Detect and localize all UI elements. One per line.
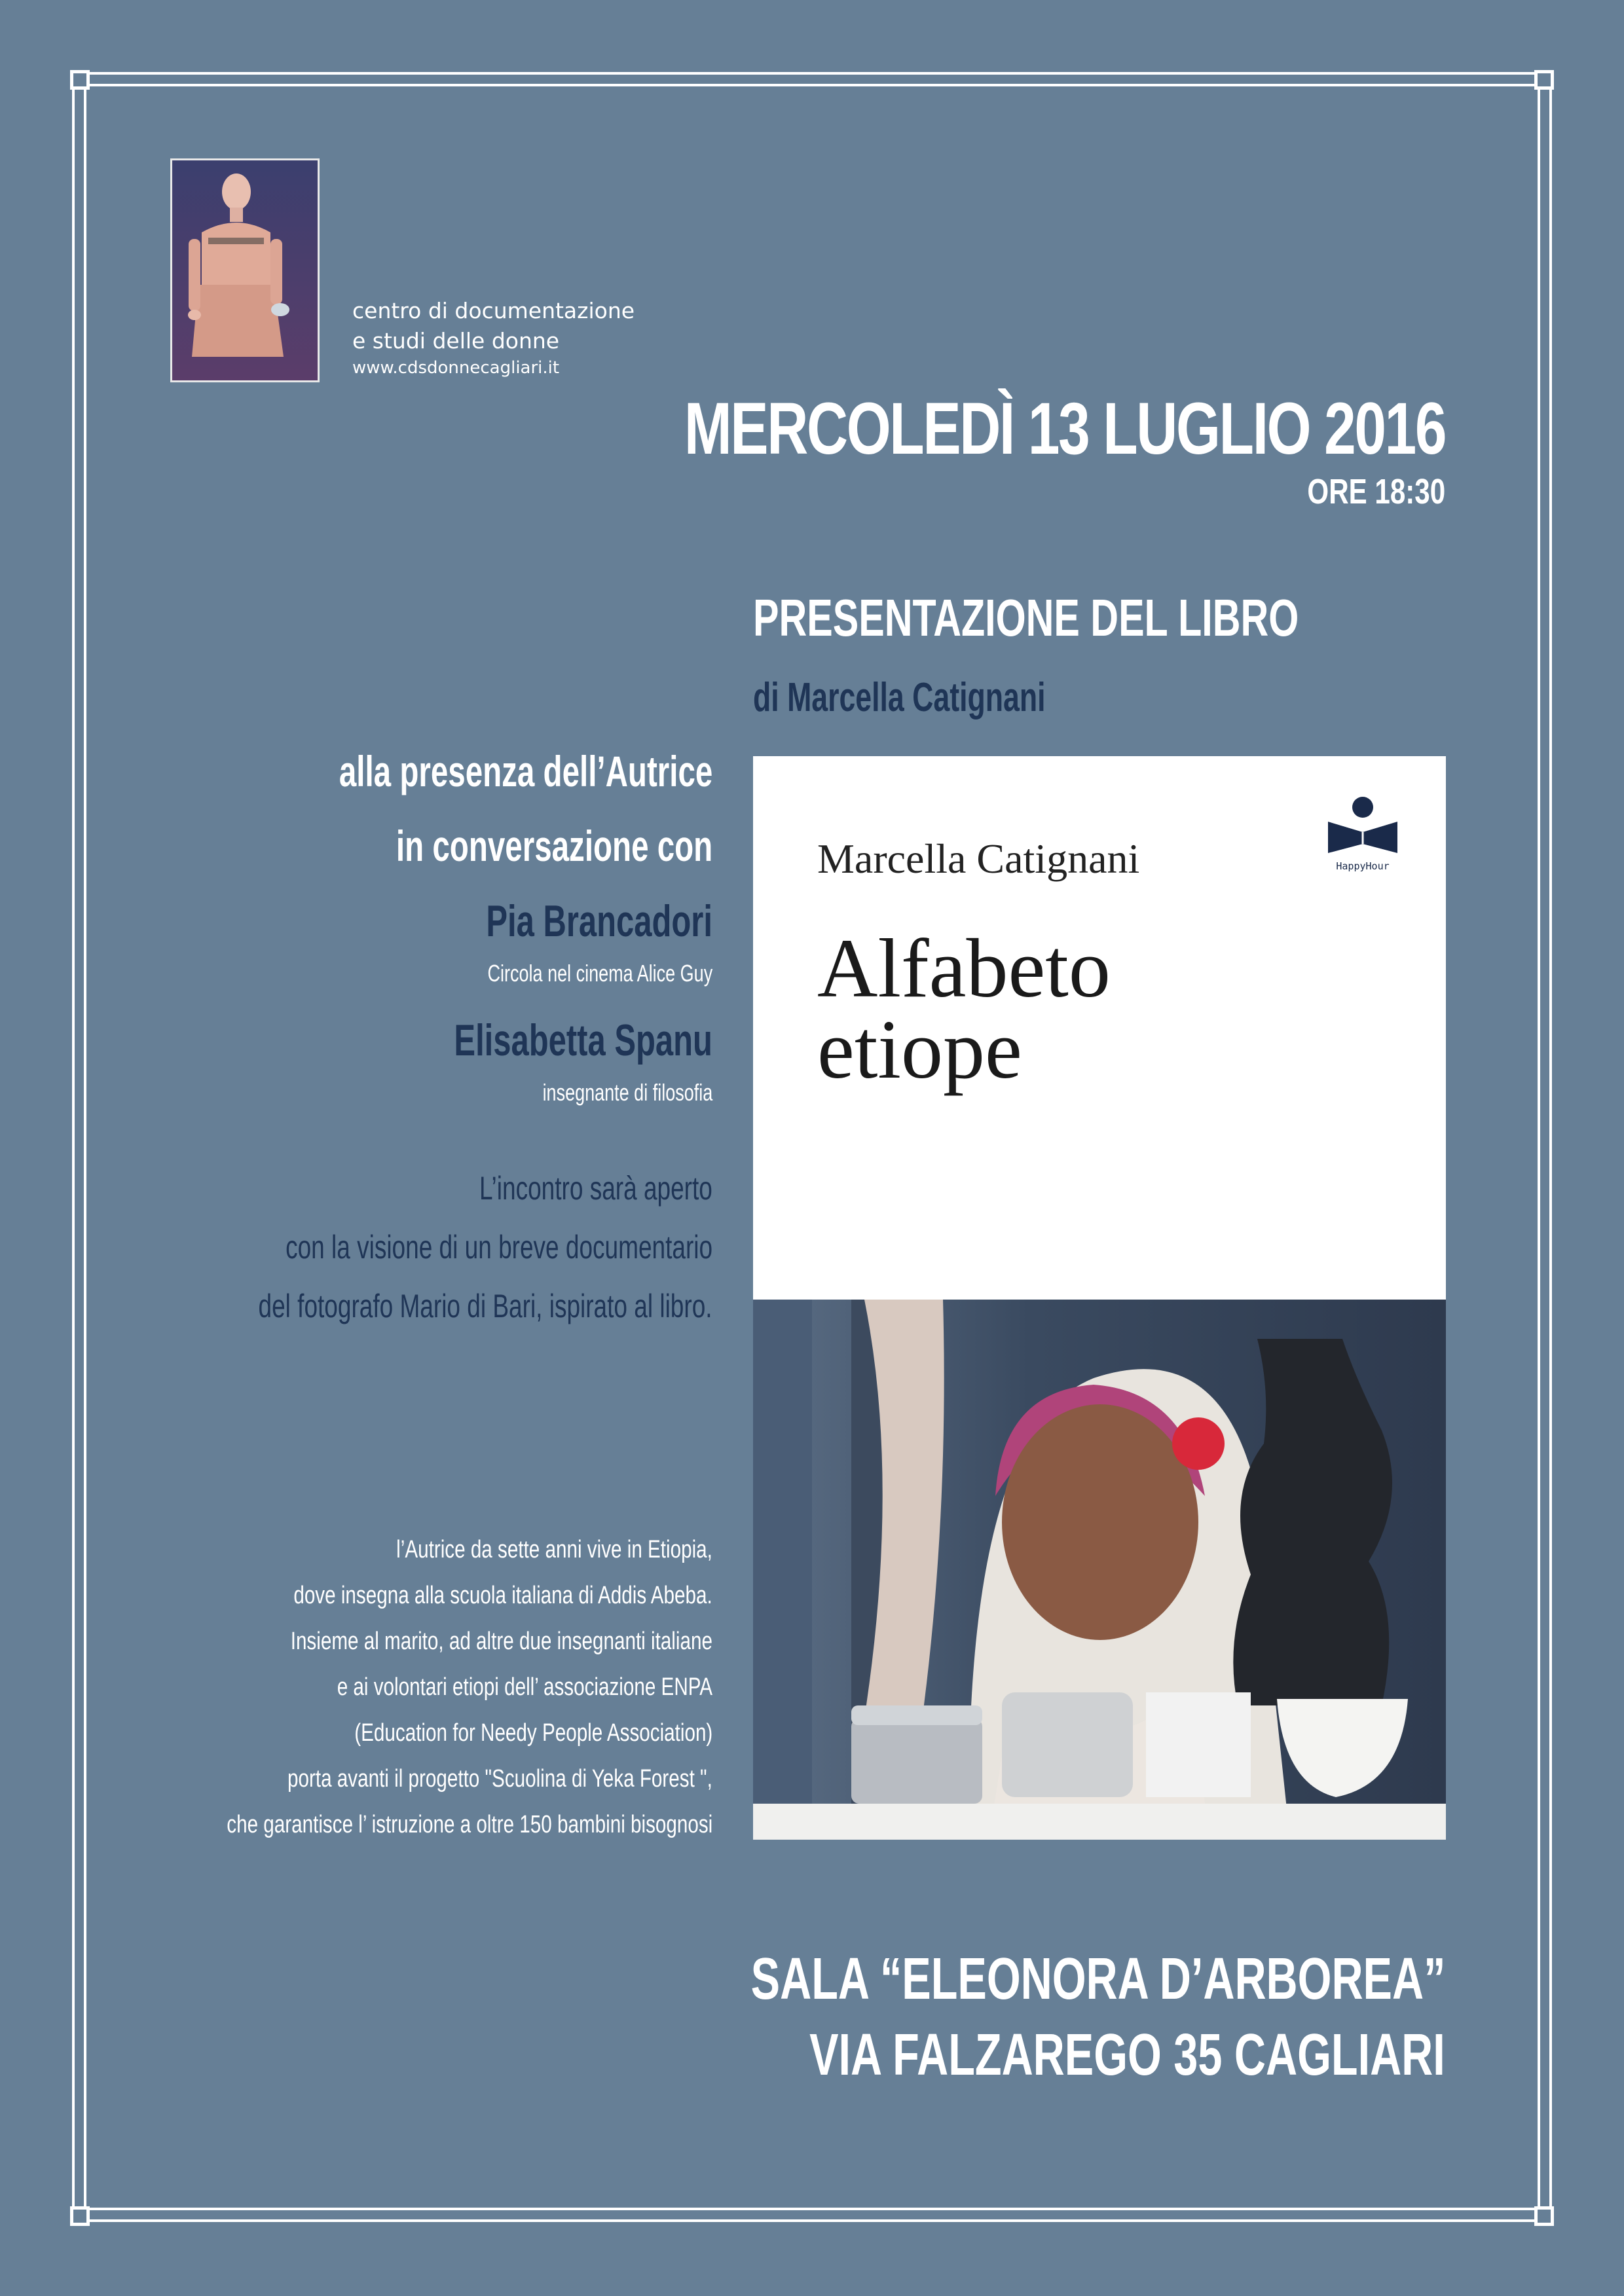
book-title-line2: etiope — [817, 1003, 1022, 1096]
frame-corner-top-right — [1534, 70, 1554, 90]
conversation-label: in conversazione con — [396, 822, 712, 870]
organization-website: www.cdsdonnecagliari.it — [352, 358, 560, 378]
bio-line: Insieme al marito, ad altre due insegnanti italiane — [290, 1628, 712, 1655]
venue-hall: SALA “ELEONORA D’ARBOREA” — [750, 1946, 1445, 2012]
book-byline: di Marcella Catignani — [753, 675, 1046, 720]
mannequin-illustration — [172, 160, 318, 380]
event-time: ORE 18:30 — [1307, 472, 1445, 511]
organization-info — [352, 296, 635, 380]
publisher-name: HappyHour — [1336, 860, 1390, 872]
bio-line: porta avanti il progetto "Scuolina di Yeka Forest ", — [287, 1765, 712, 1793]
book-cover-title — [817, 922, 1111, 1096]
guest-name: Elisabetta Spanu — [454, 1015, 712, 1065]
open-book-icon — [1327, 795, 1399, 856]
bio-line: che garantisce l’ istruzione a oltre 150 bambini bisognosi — [227, 1811, 712, 1838]
frame-corner-bottom-left — [70, 2206, 90, 2226]
book-cover-author: Marcella Catignani — [817, 835, 1140, 882]
intro-line: L’incontro sarà aperto — [479, 1170, 712, 1207]
author-presence: alla presenza dell’Autrice — [339, 747, 712, 795]
venue-address: VIA FALZAREGO 35 CAGLIARI — [809, 2022, 1445, 2088]
cover-photograph — [753, 1300, 1446, 1840]
bio-line: dove insegna alla scuola italiana di Addis Abeba. — [293, 1582, 712, 1609]
organization-name-line1: centro di documentazione — [352, 298, 635, 323]
guest-role: Circola nel cinema Alice Guy — [487, 960, 712, 987]
bio-line: e ai volontari etiopi dell’ associazione ENPA — [337, 1673, 712, 1701]
bio-line: (Education for Needy People Association) — [354, 1719, 712, 1747]
organization-name-line2: e studi delle donne — [352, 328, 560, 354]
logo-photo — [170, 158, 320, 382]
publisher-logo — [1327, 795, 1399, 872]
guest-name: Pia Brancadori — [486, 896, 712, 946]
book-cover — [753, 756, 1446, 1840]
intro-line: con la visione di un breve documentario — [285, 1229, 712, 1266]
frame-corner-top-left — [70, 70, 90, 90]
bio-line: l’Autrice da sette anni vive in Etiopia, — [396, 1536, 712, 1563]
intro-line: del fotografo Mario di Bari, ispirato al libro. — [258, 1288, 712, 1324]
presentation-heading: PRESENTAZIONE DEL LIBRO — [753, 589, 1299, 647]
guest-role: insegnante di filosofia — [542, 1079, 712, 1106]
frame-corner-bottom-right — [1534, 2206, 1554, 2226]
event-date: MERCOLEDÌ 13 LUGLIO 2016 — [684, 388, 1445, 469]
book-title-line1: Alfabeto — [817, 922, 1111, 1015]
